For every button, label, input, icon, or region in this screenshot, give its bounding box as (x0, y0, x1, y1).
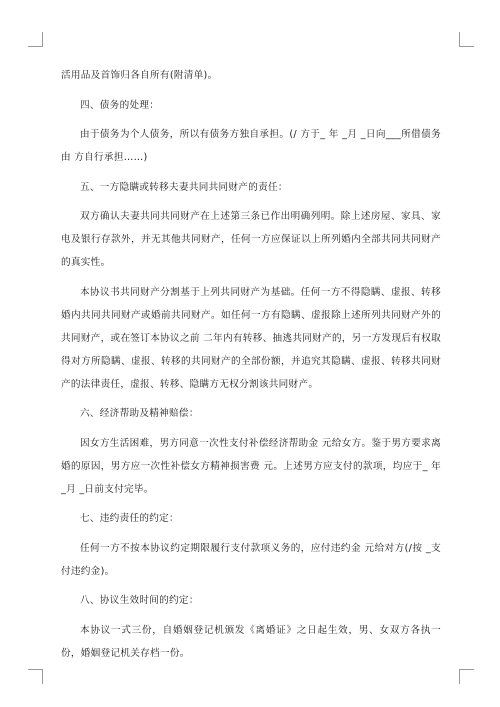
document-body (61, 64, 445, 671)
paragraph-property-division: 本协议书共同财产分割基于上列共同财产为基础。任何一方不得隐瞒、虚报、转移婚内共同共同财产或婚前共同财产。如任何一方有隐瞒、虚报除上述所列共同财产外的共同财产，或在签订本协议之前 二年内有转移、抽逃共同财产的，另一方发现后有权取得对方所隐瞒、虚报、转移的共同财产的全部份额，并追究其隐瞒、虚报、转移共同财产的法律责任，虚报、转移、隐瞒方无权分割该共同财产。 (61, 286, 441, 390)
crop-mark-bottom-right (459, 669, 474, 684)
section-heading-compensation: 六、经济帮助及精神赔偿： (80, 408, 199, 419)
section-heading-effective-date: 八、协议生效时间的约定： (80, 595, 199, 606)
paragraph-compensation: 因女方生活困难，男方同意一次性支付补偿经济帮助金 元给女方。鉴于男方要求离婚的原因，男方应一次性补偿女方精神损害费 元。上述男方应支付的款项，均应于_ 年 _月 _日前支付完毕。 (61, 437, 445, 495)
paragraph-effective-date: 本协议一式三份，自婚姻登记机颁发《离婚证》之日起生效，男、女双方各执一份，婚姻登记机关存档一份。 (61, 624, 441, 659)
section-heading-concealment: 五、一方隐瞒或转移夫妻共同共同财产的责任： (80, 181, 288, 193)
paragraph-breach: 任何一方不按本协议约定期限履行支付款项义务的，应付违约金 元给对方(/按 _支付违约金)。 (61, 542, 441, 577)
crop-mark-top-right (459, 32, 474, 47)
crop-mark-top-left (28, 32, 43, 47)
paragraph-property-confirmation: 双方确认夫妻共同共同财产在上述第三条已作出明确列明。除上述房屋、家具、家电及银行存款外，并无其他共同财产，任何一方应保证以上所列婚内全部共同共同财产的真实性。 (61, 211, 441, 268)
section-heading-breach: 七、违约责任的约定： (80, 513, 179, 524)
section-heading-debt: 四、债务的处理： (80, 99, 160, 111)
crop-mark-bottom-left (28, 669, 43, 684)
paragraph-debt: 由于债务为个人债务，所以有债务方独自承担。(/ 方于_ 年 _月 _日向___所借债务由 方自行承担……) (61, 129, 441, 163)
paragraph-continuation: 活用品及首饰归各自所有(附清单)。 (61, 70, 218, 81)
